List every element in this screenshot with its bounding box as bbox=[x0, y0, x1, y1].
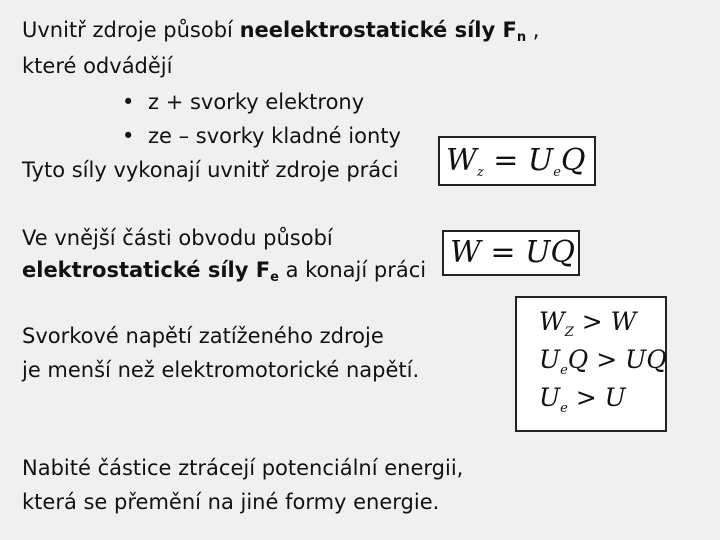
formula-symbol: UQ bbox=[525, 235, 575, 270]
formula-subscript: e bbox=[560, 401, 568, 416]
formula-symbol: U bbox=[539, 345, 561, 374]
p1-line1-suffix: , bbox=[526, 18, 540, 42]
formula-symbol: U bbox=[604, 383, 626, 412]
bullet-marker: • bbox=[122, 124, 135, 148]
formula-symbol: UQ bbox=[625, 345, 667, 374]
p3-line1: Svorkové napětí zatíženého zdroje bbox=[22, 324, 384, 348]
formula-row bbox=[539, 304, 665, 342]
formula-subscript: e bbox=[560, 363, 568, 378]
bullet-item bbox=[122, 88, 364, 116]
formula-work-source bbox=[438, 136, 596, 186]
formula-operator: = bbox=[483, 143, 528, 178]
p1-line1 bbox=[22, 16, 539, 52]
formula-symbol: W bbox=[539, 307, 565, 336]
p2-line1: Ve vnější části obvodu působí bbox=[22, 226, 333, 250]
formula-symbol: U bbox=[539, 383, 561, 412]
bullet-text: z + svorky elektrony bbox=[148, 90, 365, 114]
formula-operator: > bbox=[573, 307, 611, 336]
formula-symbol: W bbox=[446, 143, 477, 178]
p2-line2-subscript: e bbox=[270, 270, 279, 285]
p1-line1-prefix: Uvnitř zdroje působí bbox=[22, 18, 240, 42]
bullet-text: ze – svorky kladné ionty bbox=[148, 124, 401, 148]
formula-subscript: Z bbox=[564, 325, 574, 340]
p1-line1-subscript: n bbox=[516, 30, 527, 45]
formula-symbol: Q bbox=[567, 345, 589, 374]
bullet-item bbox=[122, 122, 401, 150]
formula-symbol: U bbox=[527, 143, 554, 178]
p1-line2: které odvádějí bbox=[22, 54, 173, 78]
bullet-marker: • bbox=[122, 90, 135, 114]
formula-operator: > bbox=[588, 345, 626, 374]
formula-symbol: W bbox=[450, 235, 481, 270]
formula-row bbox=[539, 380, 665, 418]
p1-line1-bold: neelektrostatické síly F bbox=[239, 18, 517, 42]
formula-subscript: z bbox=[476, 165, 484, 180]
p4-line2: která se přemění na jiné formy energie. bbox=[22, 490, 440, 514]
p2-line2 bbox=[22, 256, 426, 292]
formula-inequalities bbox=[515, 296, 667, 432]
p2-line2-suffix: a konají práci bbox=[278, 258, 427, 282]
p2-line2-bold: elektrostatické síly F bbox=[22, 258, 271, 282]
formula-subscript: e bbox=[553, 165, 561, 180]
formula-row bbox=[539, 342, 665, 380]
p4-line1: Nabité částice ztrácejí potenciální energii, bbox=[22, 456, 464, 480]
formula-operator: > bbox=[567, 383, 605, 412]
p1-line3: Tyto síly vykonají uvnitř zdroje práci bbox=[22, 158, 399, 182]
formula-symbol: W bbox=[610, 307, 637, 336]
formula-work-external bbox=[442, 230, 580, 276]
formula-symbol: Q bbox=[560, 143, 586, 178]
formula-operator: = bbox=[480, 235, 526, 270]
p3-line2: je menší než elektromotorické napětí. bbox=[22, 358, 420, 382]
